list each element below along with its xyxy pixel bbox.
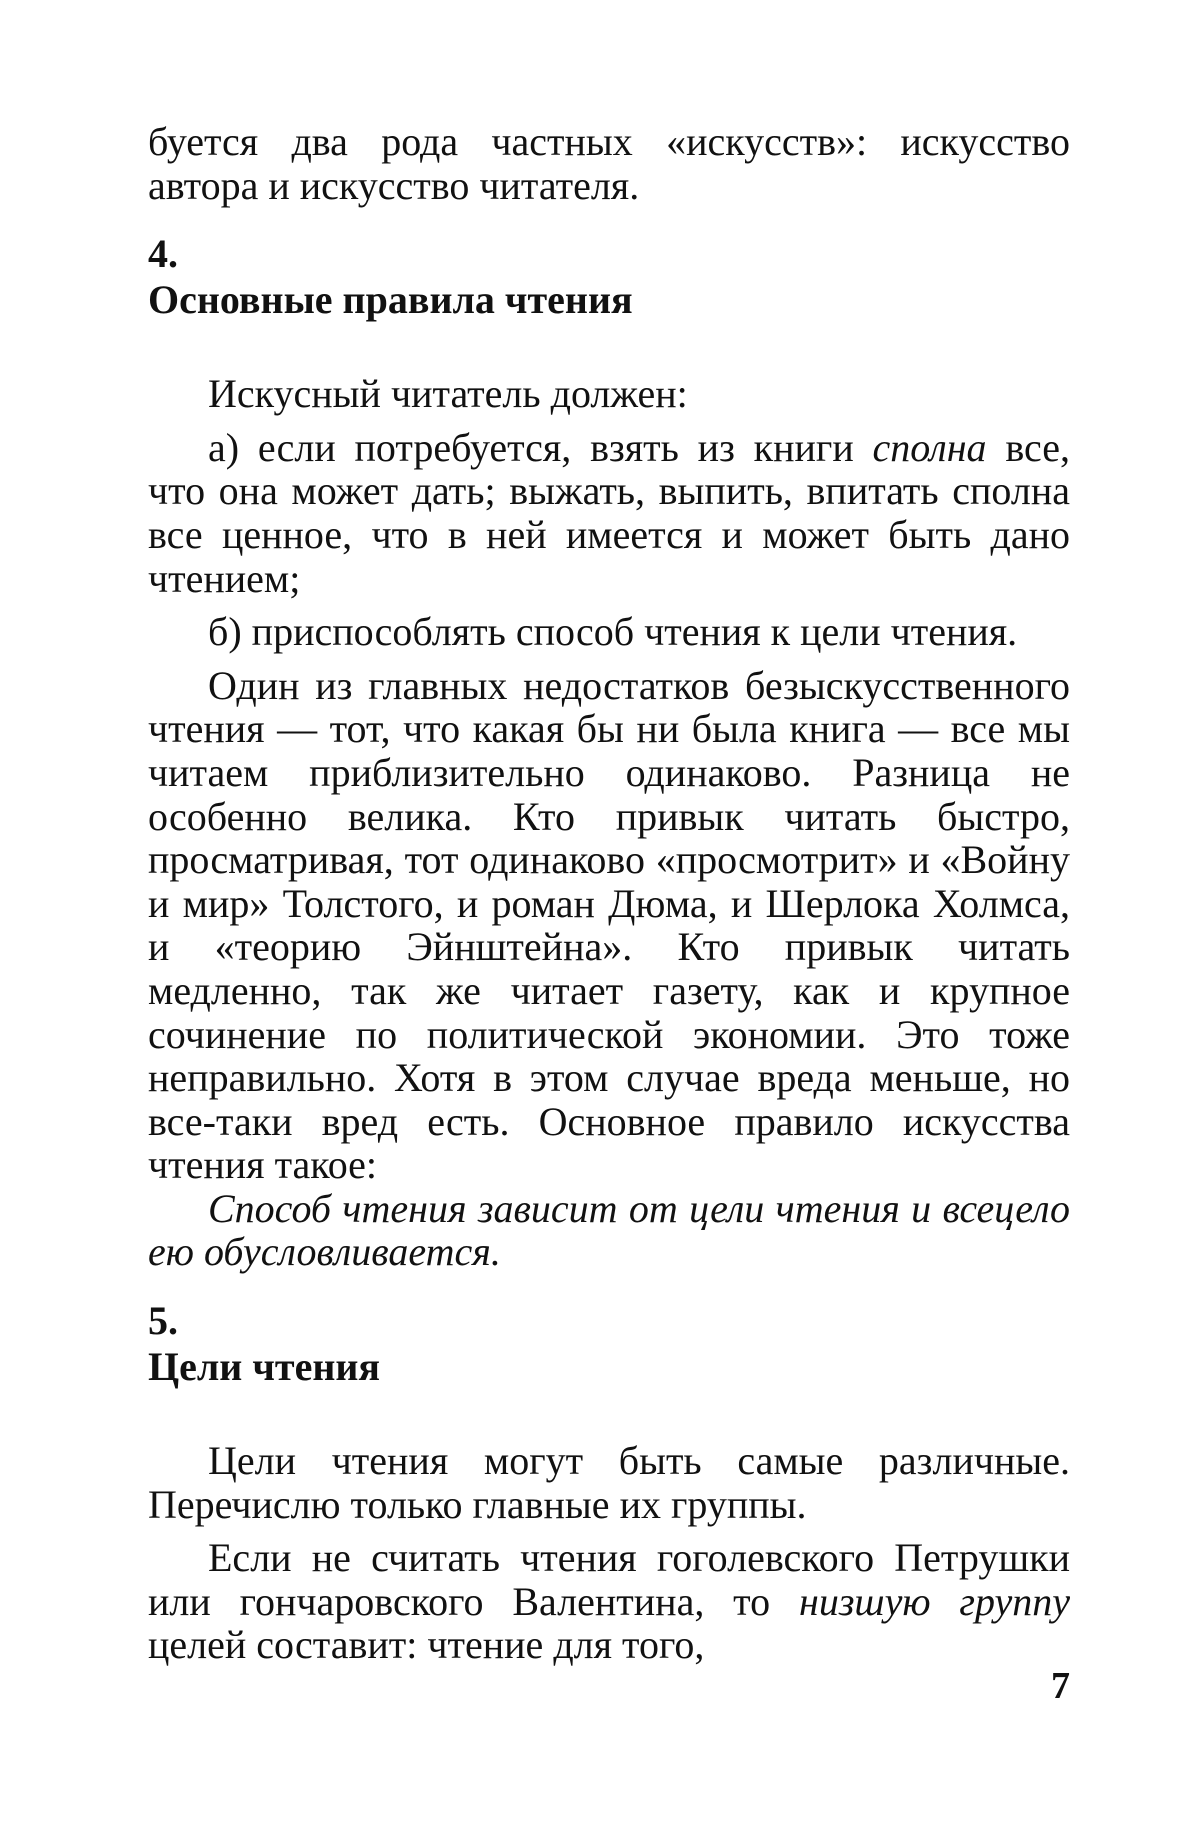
section-5-title: Цели чтения — [148, 1344, 381, 1390]
para-2-text-2: целей составит: чтение для того, — [148, 1622, 705, 1668]
section-4-rule: Способ чтения зависит от цели чтения и всецело ею обусловливается. — [148, 1185, 1070, 1275]
section-4-title: Основные правила чтения — [148, 277, 633, 323]
item-a-emphasis: сполна — [872, 424, 987, 470]
section-4-intro: Искусный читатель должен: — [208, 371, 688, 417]
section-4-body: Один из главных недостатков безыскусственного чтения — тот, что какая бы ни была книга — все мы читаем приблизительно одинаково. Разница не особенно велика. Кто привык читать быстро, просматривая, тот одинаково «просмотрит» и «Войну и мир» Толстого, и роман Дюма, и Шерлока Холмса, и «теорию Эйнштейна». Кто привык читать медленно, так же читает газету, как и крупное сочинение по политической экономии. Это тоже неправильно. Хотя в этом случае вреда меньше, но все-таки вред есть. Основное правило искусства чтения такое: — [148, 662, 1070, 1188]
page-number: 7 — [1051, 1665, 1070, 1707]
para-2-text-1: Если не считать чтения гоголевского Петрушки или гончаровского Валентина, то — [148, 1535, 1070, 1624]
lead-paragraph: буется два рода частных «искусств»: искусство автора и искусство читателя. — [148, 119, 1070, 208]
section-5-para-2 — [148, 1536, 1070, 1667]
section-4-item-a — [148, 426, 1070, 600]
item-a-text-1: а) если потребуется, взять из книги — [208, 424, 873, 470]
section-5-para-1: Цели чтения могут быть самые различные. Перечислю только главные их группы. — [148, 1438, 1070, 1527]
section-5-number: 5. — [148, 1298, 178, 1344]
item-a-text-2: все, что она может дать; выжать, выпить, впитать сполна все ценное, что в ней имеется и может быть дано чтением; — [148, 424, 1070, 601]
section-4-number: 4. — [148, 231, 178, 277]
para-2-emphasis: низшую группу — [798, 1578, 1070, 1624]
section-4-item-b: б) приспособлять способ чтения к цели чтения. — [208, 609, 1018, 655]
page-body — [148, 120, 1070, 1667]
